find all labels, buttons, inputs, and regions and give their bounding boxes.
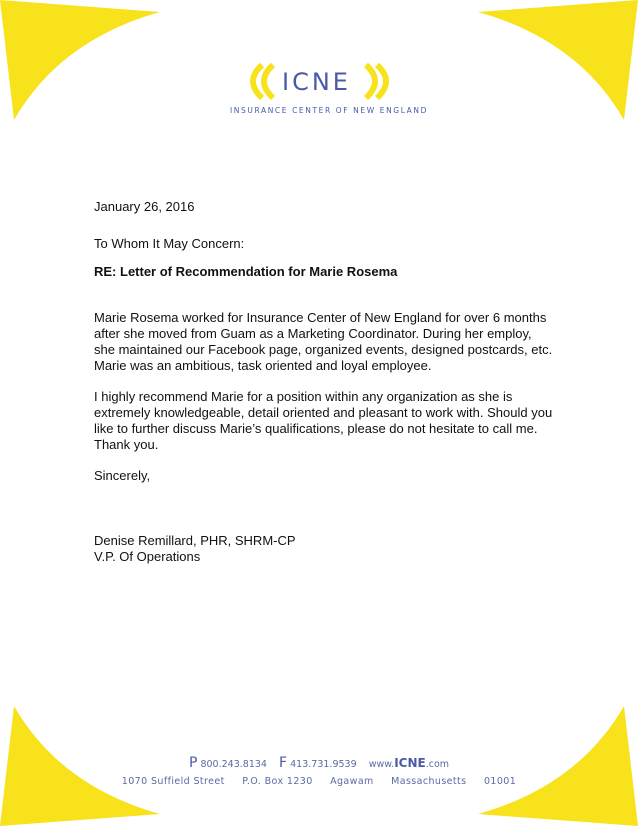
letter-paragraph-1: Marie Rosema worked for Insurance Center of New England for over 6 months after she moved from Guam as a Marketing Coordinator. During her employ, she maintained our Facebook page, organized events, designed postcards, etc. Marie was an ambitious, task oriented and loyal employee. xyxy=(94,310,553,373)
letter-body xyxy=(94,199,554,565)
address-zip: 01001 xyxy=(483,776,517,787)
fax-number: 413.731.9539 xyxy=(290,759,357,770)
web-suffix: .com xyxy=(425,759,450,770)
footer-contact xyxy=(0,755,638,771)
letter-subject: RE: Letter of Recommendation for Marie Rosema xyxy=(94,264,398,279)
logo-wordmark: ICNE xyxy=(282,68,351,96)
letter-salutation: To Whom It May Concern: xyxy=(94,236,245,251)
website-link[interactable] xyxy=(368,756,450,770)
footer-address xyxy=(0,776,638,787)
web-prefix: www. xyxy=(368,759,395,770)
letter-paragraph-2: I highly recommend Marie for a position within any organization as she is extremely knowledgeable, detail oriented and pleasant to work with. Should you like to further discuss Marie’s qualifications, please do not hesitate to call me. Thank you. xyxy=(94,389,553,452)
letter-closing: Sincerely, xyxy=(94,468,151,483)
address-state: Massachusetts xyxy=(391,776,467,787)
phone-prefix: P xyxy=(188,755,198,771)
web-brand: ICNE xyxy=(394,756,426,770)
address-street: 1070 Suffield Street xyxy=(121,776,225,787)
fax-prefix: F xyxy=(279,755,288,771)
address-city: Agawam xyxy=(330,776,374,787)
letter-date: January 26, 2016 xyxy=(94,199,195,214)
signer-name: Denise Remillard, PHR, SHRM-CP xyxy=(94,533,296,548)
logo-tagline: INSURANCE CENTER OF NEW ENGLAND xyxy=(230,106,428,115)
signer-title: V.P. Of Operations xyxy=(94,549,201,564)
address-po-box: P.O. Box 1230 xyxy=(242,776,313,787)
phone-number: 800.243.8134 xyxy=(200,759,267,770)
